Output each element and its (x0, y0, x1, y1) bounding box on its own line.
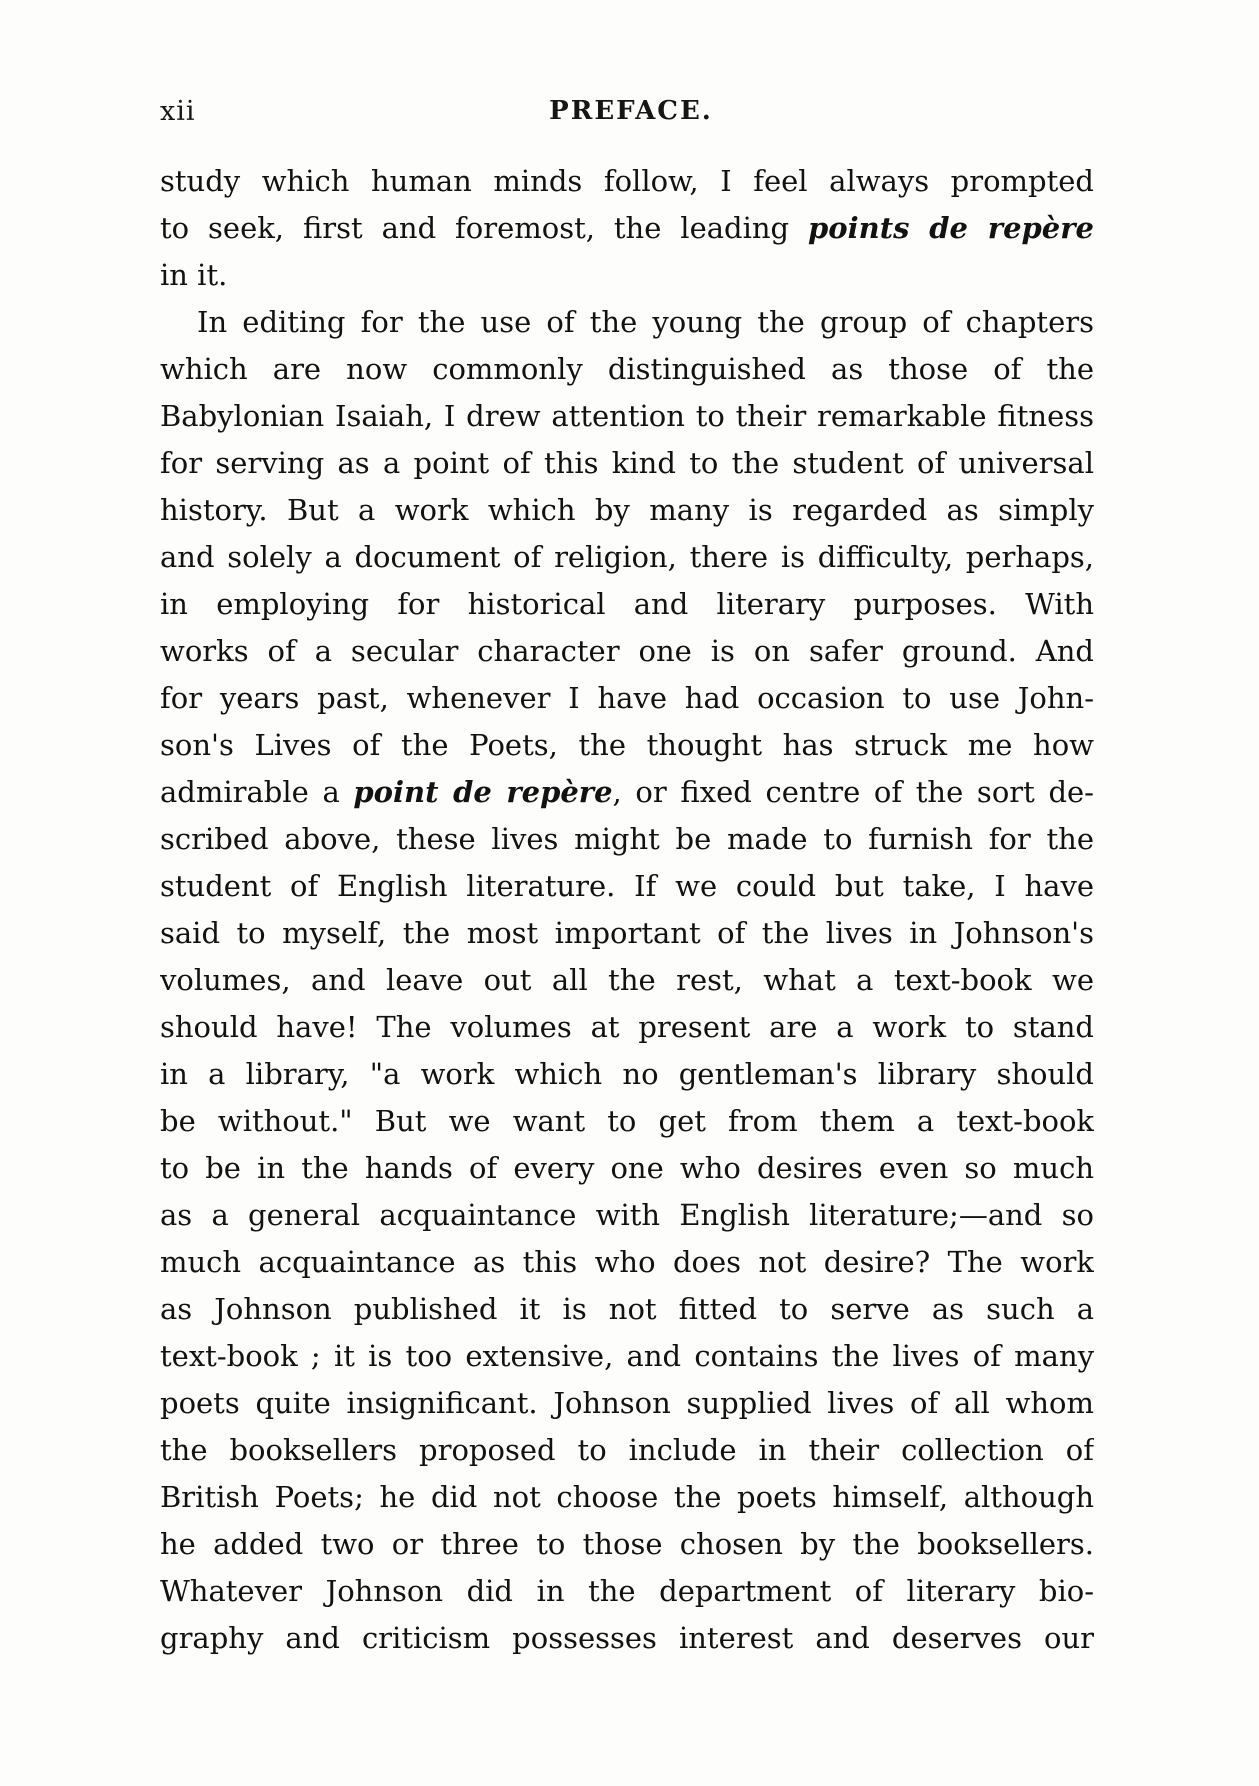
text-line: be without." But we want to get from them a text-book (160, 1104, 1094, 1138)
italic-phrase: point de repère (353, 775, 613, 809)
text-line: much acquaintance as this who does not desire? The work (160, 1245, 1094, 1279)
running-head-title: PREFACE. (549, 96, 713, 126)
page-number: xii (160, 96, 196, 127)
body-text (160, 158, 1094, 1662)
text-line: said to myself, the most important of the lives in Johnson's (160, 916, 1094, 950)
text-line: son's Lives of the Poets, the thought has struck me how (160, 728, 1094, 762)
text-line: text-book ; it is too extensive, and contains the lives of many (160, 1339, 1094, 1373)
text-line: as a general acquaintance with English literature;—and so (160, 1198, 1094, 1232)
text-line: works of a secular character one is on safer ground. And (160, 634, 1094, 668)
running-head (160, 96, 1094, 136)
text-line: in employing for historical and literary purposes. With (160, 587, 1094, 621)
text-line: student of English literature. If we could but take, I have (160, 869, 1094, 903)
text-line: Whatever Johnson did in the department of literary bio- (160, 1574, 1094, 1608)
text-line: the booksellers proposed to include in their collection of (160, 1433, 1094, 1467)
text-line: British Poets; he did not choose the poets himself, although (160, 1480, 1094, 1514)
text-line: in a library, "a work which no gentleman's library should (160, 1057, 1094, 1091)
text-line-paragraph-start: In editing for the use of the young the group of chapters (197, 305, 1094, 339)
italic-phrase: points de repère (808, 211, 1094, 245)
text-line: volumes, and leave out all the rest, what a text-book we (160, 963, 1094, 997)
text-line: study which human minds follow, I feel always prompted (160, 164, 1094, 198)
text-line: should have! The volumes at present are a work to stand (160, 1010, 1094, 1044)
text-line: and solely a document of religion, there is difficulty, perhaps, (160, 540, 1094, 574)
text-line: Babylonian Isaiah, I drew attention to their remarkable fitness (160, 399, 1094, 433)
text-line: poets quite insignificant. Johnson supplied lives of all whom (160, 1386, 1094, 1420)
text-line: scribed above, these lives might be made to furnish for the (160, 822, 1094, 856)
text-line: to seek, first and foremost, the leading points de repère (160, 211, 1094, 245)
text-line: he added two or three to those chosen by the booksellers. (160, 1527, 1094, 1561)
text-line: for years past, whenever I have had occasion to use John- (160, 681, 1094, 715)
text-line: admirable a point de repère, or fixed centre of the sort de- (160, 775, 1094, 809)
text-line: which are now commonly distinguished as those of the (160, 352, 1094, 386)
text-line: history. But a work which by many is regarded as simply (160, 493, 1094, 527)
text-line: for serving as a point of this kind to the student of universal (160, 446, 1094, 480)
text-line: graphy and criticism possesses interest and deserves our (160, 1621, 1094, 1655)
text-line: as Johnson published it is not fitted to serve as such a (160, 1292, 1094, 1326)
text-line: to be in the hands of every one who desires even so much (160, 1151, 1094, 1185)
text-line-paragraph-end: in it. (160, 258, 228, 292)
